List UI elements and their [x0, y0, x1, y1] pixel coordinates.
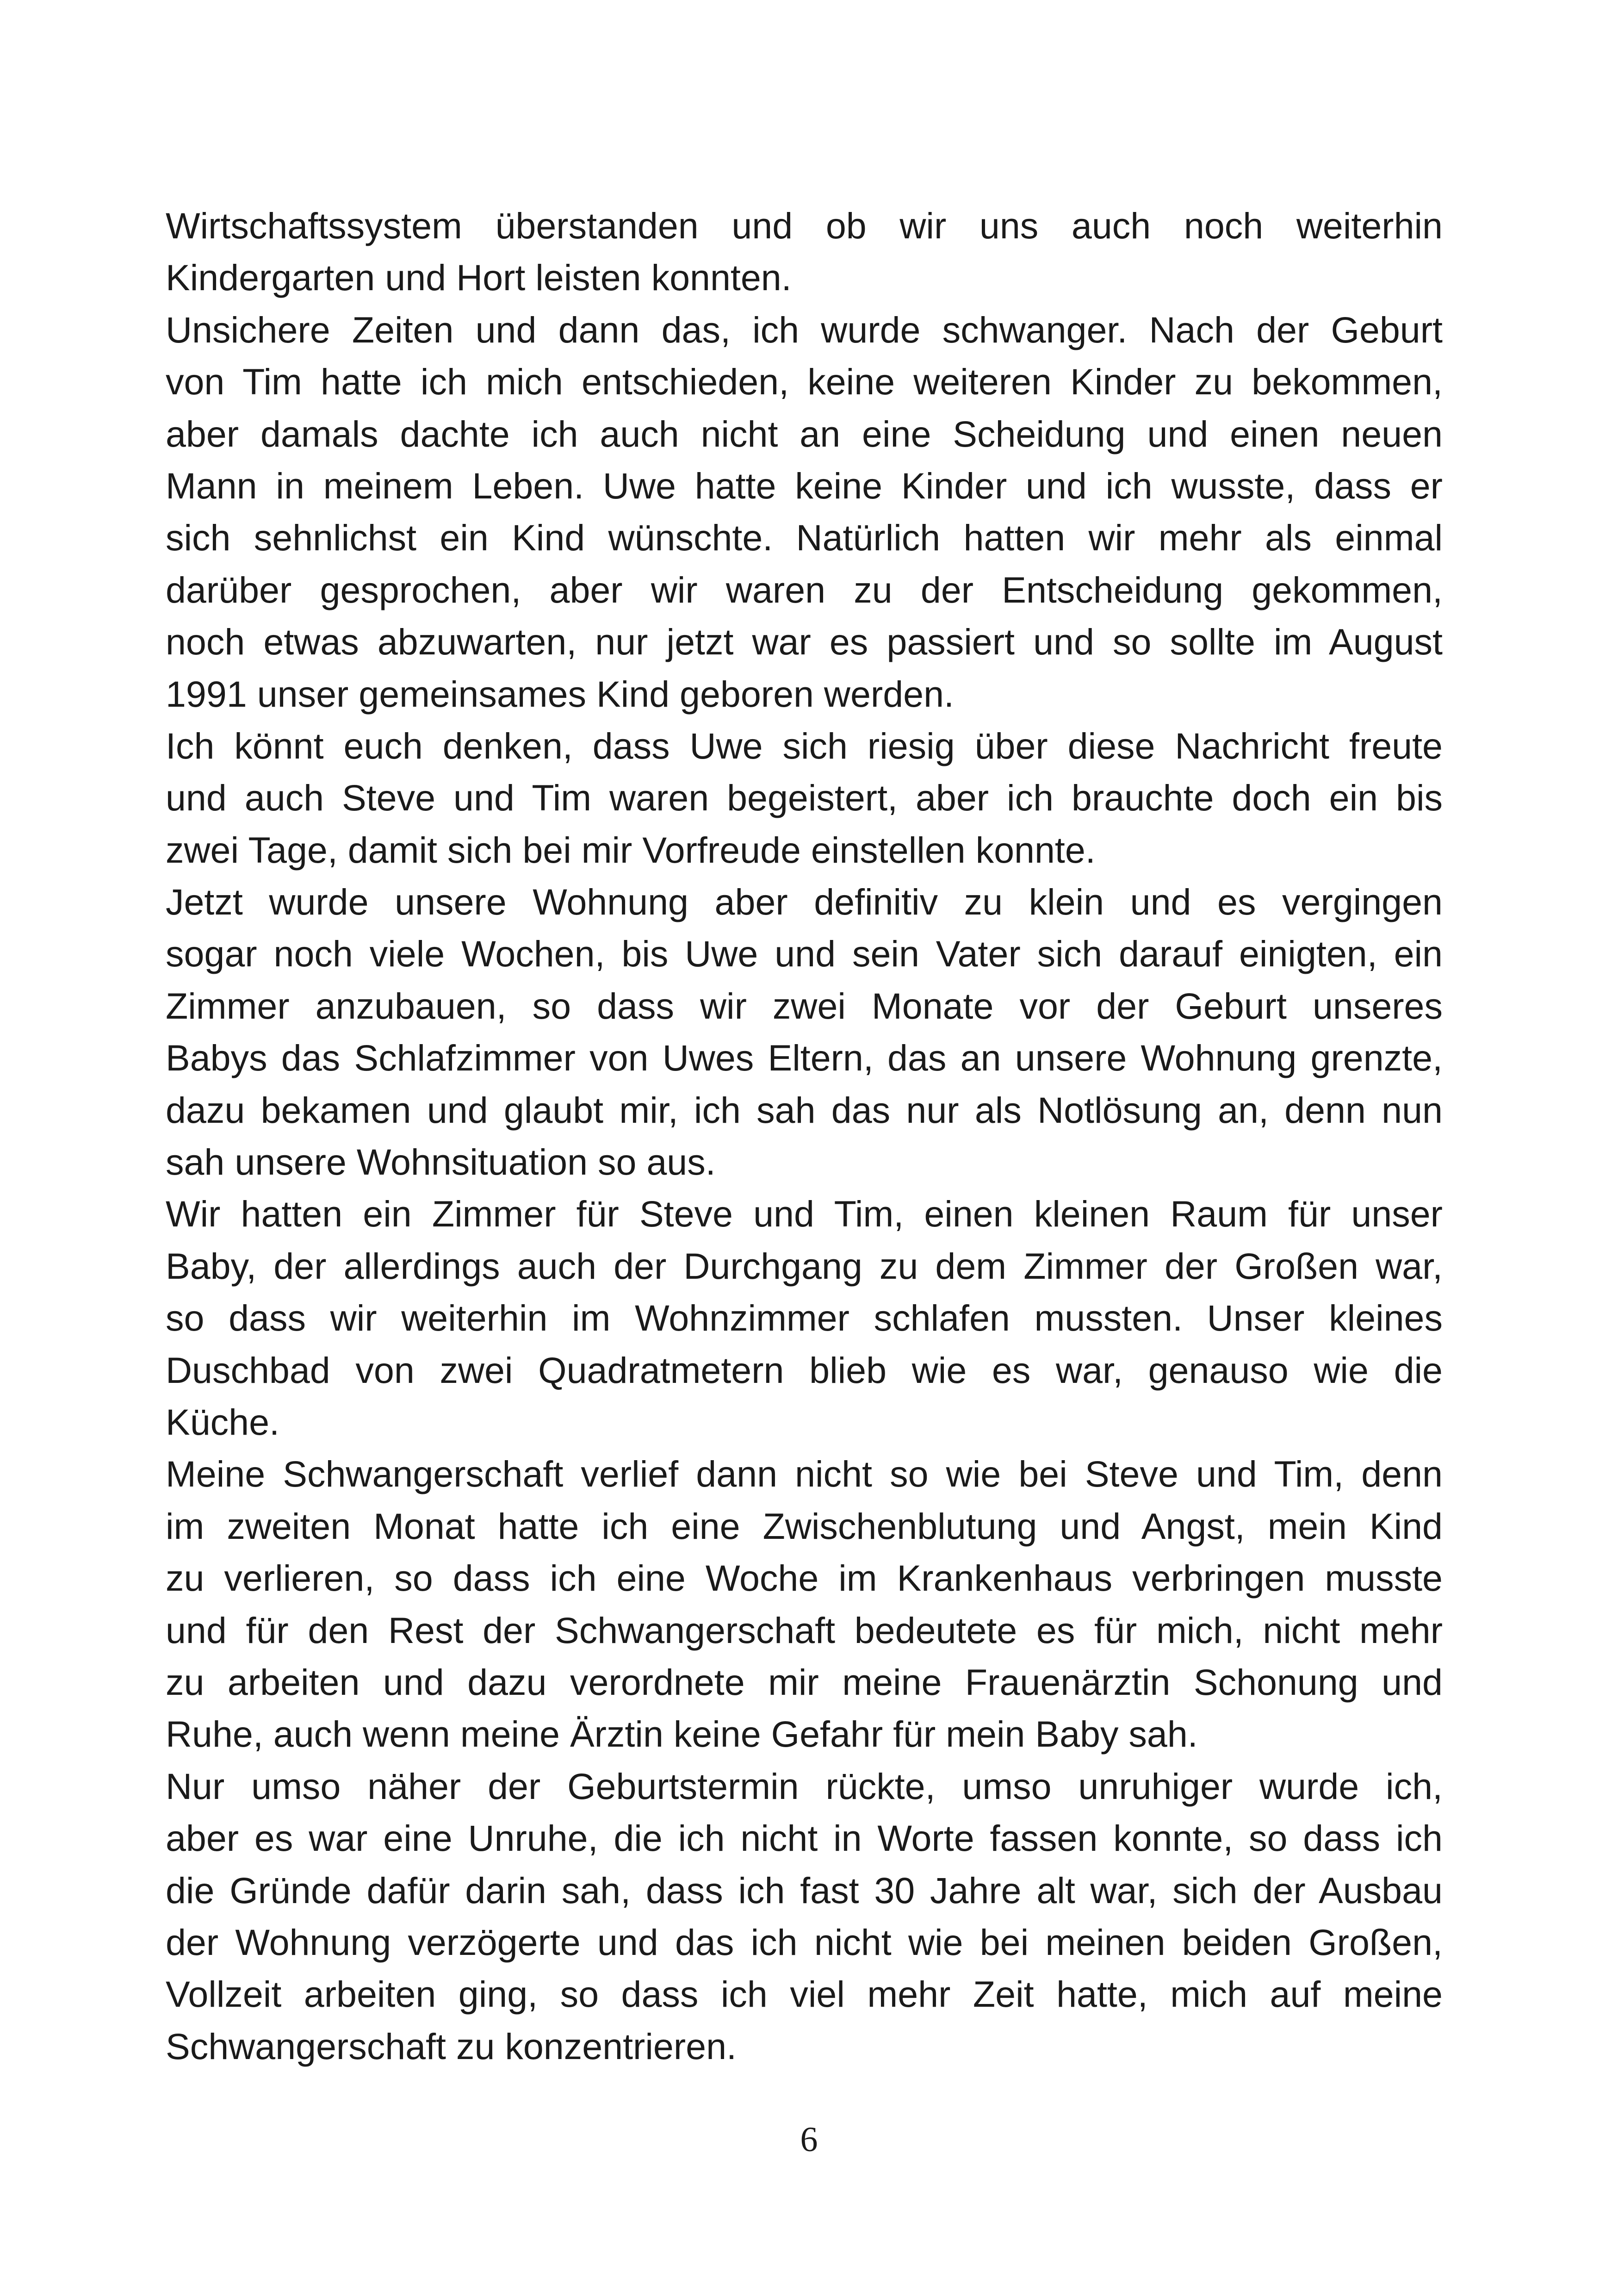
text-line: Wirtschaftssystem überstanden und ob wir uns auch noch weiterhin	[166, 205, 1443, 246]
text-line: Baby, der allerdings auch der Durchgang zu dem Zimmer der Großen war,	[166, 1245, 1443, 1287]
text-line: Kindergarten und Hort leisten konnten.	[166, 257, 792, 299]
text-line: Babys das Schlafzimmer von Uwes Eltern, das an unsere Wohnung grenzte,	[166, 1037, 1443, 1079]
text-line: zwei Tage, damit sich bei mir Vorfreude einstellen konnte.	[166, 829, 1096, 871]
text-line: Mann in meinem Leben. Uwe hatte keine Kinder und ich wusste, dass er	[166, 465, 1443, 506]
text-line: der Wohnung verzögerte und das ich nicht wie bei meinen beiden Großen,	[166, 1921, 1443, 1963]
text-line: sah unsere Wohnsituation so aus.	[166, 1141, 716, 1183]
text-line: zu arbeiten und dazu verordnete mir meine Frauenärztin Schonung und	[166, 1661, 1443, 1703]
text-line: und für den Rest der Schwangerschaft bedeutete es für mich, nicht mehr	[166, 1609, 1443, 1651]
text-line: Ich könnt euch denken, dass Uwe sich riesig über diese Nachricht freute	[166, 725, 1443, 766]
text-line: Jetzt wurde unsere Wohnung aber definitiv zu klein und es vergingen	[166, 881, 1443, 923]
text-line: aber es war eine Unruhe, die ich nicht in Worte fassen konnte, so dass ich	[166, 1817, 1443, 1859]
text-line: die Gründe dafür darin sah, dass ich fast 30 Jahre alt war, sich der Ausbau	[166, 1869, 1443, 1911]
text-line: Duschbad von zwei Quadratmetern blieb wie es war, genauso wie die	[166, 1349, 1443, 1391]
body-text	[166, 200, 1443, 2072]
text-line: von Tim hatte ich mich entschieden, keine weiteren Kinder zu bekommen,	[166, 361, 1443, 403]
text-line: und auch Steve und Tim waren begeistert, aber ich brauchte doch ein bis	[166, 777, 1443, 819]
text-line: sich sehnlichst ein Kind wünschte. Natürlich hatten wir mehr als einmal	[166, 517, 1443, 559]
text-line: Schwangerschaft zu konzentrieren.	[166, 2025, 737, 2067]
text-line: aber damals dachte ich auch nicht an eine Scheidung und einen neuen	[166, 413, 1443, 454]
text-line: dazu bekamen und glaubt mir, ich sah das nur als Notlösung an, denn nun	[166, 1089, 1443, 1131]
text-line: Nur umso näher der Geburtstermin rückte, umso unruhiger wurde ich,	[166, 1765, 1443, 1807]
text-line: Meine Schwangerschaft verlief dann nicht so wie bei Steve und Tim, denn	[166, 1453, 1443, 1495]
text-line: Vollzeit arbeiten ging, so dass ich viel mehr Zeit hatte, mich auf meine	[166, 1973, 1443, 2015]
text-line: Küche.	[166, 1401, 279, 1443]
text-line: Wir hatten ein Zimmer für Steve und Tim, einen kleinen Raum für unser	[166, 1193, 1443, 1235]
text-line: zu verlieren, so dass ich eine Woche im Krankenhaus verbringen musste	[166, 1557, 1443, 1599]
text-line: Zimmer anzubauen, so dass wir zwei Monate vor der Geburt unseres	[166, 985, 1443, 1027]
text-line: sogar noch viele Wochen, bis Uwe und sein Vater sich darauf einigten, ein	[166, 933, 1443, 975]
page-number: 6	[800, 2120, 818, 2159]
text-line: im zweiten Monat hatte ich eine Zwischenblutung und Angst, mein Kind	[166, 1505, 1443, 1547]
text-line: noch etwas abzuwarten, nur jetzt war es passiert und so sollte im August	[166, 621, 1443, 663]
text-line: 1991 unser gemeinsames Kind geboren werden.	[166, 673, 954, 715]
text-line: so dass wir weiterhin im Wohnzimmer schlafen mussten. Unser kleines	[166, 1297, 1443, 1339]
text-line: Ruhe, auch wenn meine Ärztin keine Gefahr für mein Baby sah.	[166, 1713, 1198, 1755]
text-line: darüber gesprochen, aber wir waren zu der Entscheidung gekommen,	[166, 569, 1443, 610]
text-line: Unsichere Zeiten und dann das, ich wurde schwanger. Nach der Geburt	[166, 309, 1443, 350]
